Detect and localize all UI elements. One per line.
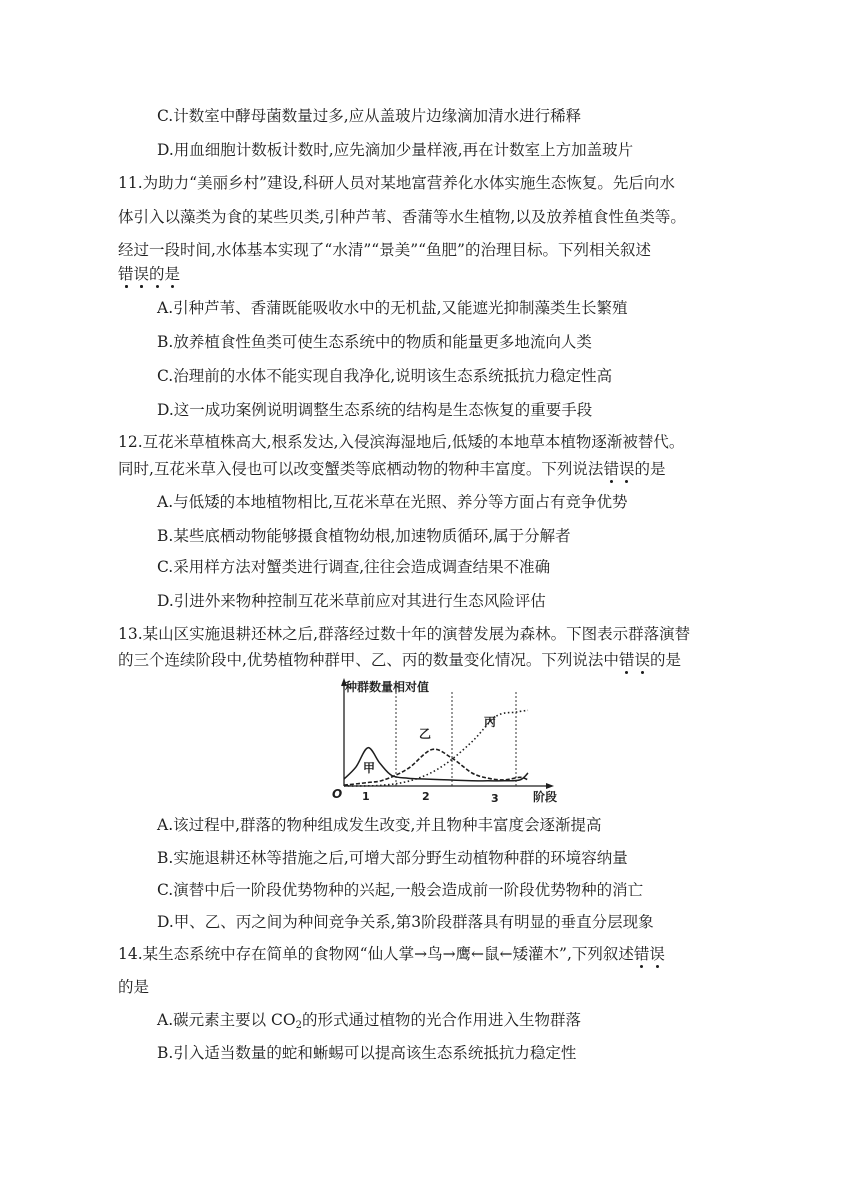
stem-text: 14.某生态系统中存在简单的食物网“仙人掌→鸟→鹰←鼠←矮灌木”,下列叙述 [118, 945, 634, 963]
y-axis-label: 种群数量相对值 [345, 680, 430, 694]
x-axis-arrow [546, 783, 554, 789]
x-axis-label: 阶段 [533, 790, 558, 804]
emphasis-dot [625, 480, 628, 483]
emphasis-text: 错误 [634, 945, 665, 963]
q13-option-d: D.甲、乙、丙之间为种间竞争关系,第3阶段群落具有明显的垂直分层现象 [157, 913, 654, 931]
q13-stem-line1: 13.某山区实施退耕还林之后,群落经过数十年的演替发展为森林。下图表示群落演替 [118, 625, 691, 643]
stage-2-label: 2 [422, 790, 430, 803]
emphasis-dot [656, 965, 659, 968]
stage-1-label: 1 [362, 790, 370, 803]
q12-stem-line2 [118, 459, 665, 479]
stem-text-end: 的是 [649, 651, 681, 669]
q11-option-c: C.治理前的水体不能实现自我净化,说明该生态系统抵抗力稳定性高 [157, 367, 613, 385]
q12-option-d: D.引进外来物种控制互花米草前应对其进行生态风险评估 [157, 592, 546, 610]
q12-option-b: B.某些底栖动物能够摄食植物幼根,加速物质循环,属于分解者 [157, 527, 571, 545]
emphasis-dot [641, 671, 644, 674]
stem-text: 的三个连续阶段中,优势植物种群甲、乙、丙的数量变化情况。下列说法中 [118, 651, 619, 669]
q11-option-d: D.这一成功案例说明调整生态系统的结构是生态恢复的重要手段 [157, 401, 593, 419]
q10-option-d: D.用血细胞计数板计数时,应先滴加少量样液,再在计数室上方加盖玻片 [157, 141, 634, 159]
subscript: 2 [295, 1020, 302, 1031]
emphasis-dot [171, 285, 174, 288]
q13-option-b: B.实施退耕还林等措施之后,可增大部分野生动植物种群的环境容纳量 [157, 849, 628, 867]
emphasis-text: 错误 [603, 460, 634, 478]
emphasis-dot [140, 285, 143, 288]
q11-option-b: B.放养植食性鱼类可使生态系统中的物质和能量更多地流向人类 [157, 333, 592, 351]
series-yi-label: 乙 [419, 727, 432, 741]
q13-option-c: C.演替中后一阶段优势物种的兴起,一般会造成前一阶段优势物种的消亡 [157, 881, 644, 899]
q12-option-a: A.与低矮的本地植物相比,互花米草在光照、养分等方面占有竞争优势 [157, 493, 628, 511]
q13-stem-line2 [118, 650, 681, 670]
emphasis-dot [156, 285, 159, 288]
q11-stem-line4 [118, 264, 180, 284]
q11-stem-line1: 11.为助力“美丽乡村”建设,科研人员对某地富营养化水体实施生态恢复。先后向水 [118, 174, 675, 192]
q11-option-a: A.引种芦苇、香蒲既能吸收水中的无机盐,又能遮光抑制藻类生长繁殖 [157, 299, 628, 317]
q13-option-a: A.该过程中,群落的物种组成发生改变,并且物种丰富度会逐渐提高 [157, 816, 602, 834]
emphasis-dot [125, 285, 128, 288]
succession-chart [328, 676, 568, 808]
emphasis-dot [640, 965, 643, 968]
series-jia-label: 甲 [363, 761, 376, 775]
q12-option-c: C.采用样方法对蟹类进行调查,往往会造成调查结果不准确 [157, 558, 551, 576]
q14-option-a [157, 1010, 581, 1030]
q11-stem-line2: 体引入以藻类为食的某些贝类,引种芦苇、香蒲等水生植物,以及放养植食性鱼类等。 [118, 208, 686, 226]
emphasis-dot [625, 671, 628, 674]
emphasis-text: 错误 [619, 651, 650, 669]
q11-stem-line3: 经过一段时间,水体基本实现了“水清”“景美”“鱼肥”的治理目标。下列相关叙述 [118, 241, 651, 259]
stage-3-label: 3 [491, 792, 499, 805]
q14-option-b: B.引入适当数量的蛇和蜥蜴可以提高该生态系统抵抗力稳定性 [157, 1044, 577, 1062]
q10-option-c: C.计数室中酵母菌数量过多,应从盖玻片边缘滴加清水进行稀释 [157, 107, 582, 125]
q14-stem-line1 [118, 944, 665, 964]
q12-stem-line1: 12.互花米草植株高大,根系发达,入侵滨海湿地后,低矮的本地草本植物逐渐被替代。 [118, 433, 685, 451]
origin-label: O [332, 787, 343, 801]
option-text-end: 的形式通过植物的光合作用进入生物群落 [302, 1011, 582, 1029]
emphasis-text: 错误的是 [118, 265, 180, 283]
q14-stem-line2: 的是 [118, 978, 150, 996]
stem-text-end: 的是 [634, 460, 666, 478]
emphasis-dot [610, 480, 613, 483]
series-bing-label: 丙 [484, 715, 497, 729]
stem-text: 同时,互花米草入侵也可以改变蟹类等底栖动物的物种丰富度。下列说法 [118, 460, 604, 478]
option-text: A.碳元素主要以 CO [157, 1011, 296, 1029]
